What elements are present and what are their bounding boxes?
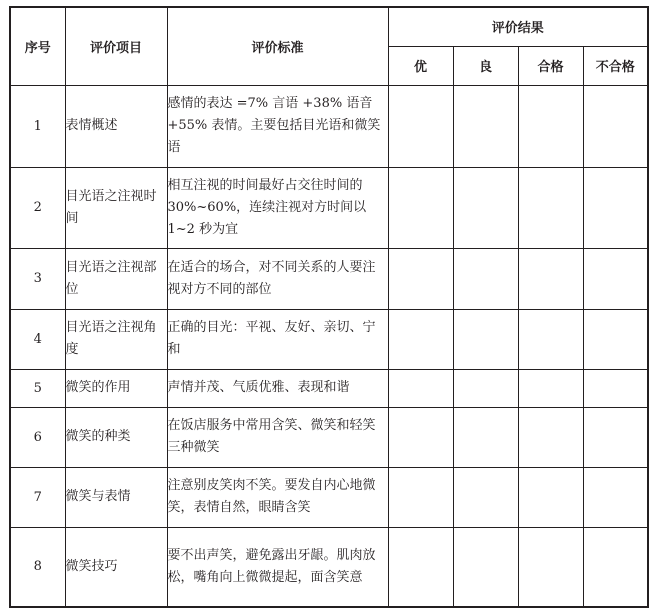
header-no: 序号 [10, 7, 65, 85]
header-standard: 评价标准 [167, 7, 388, 85]
result-cell-excellent[interactable] [388, 467, 453, 527]
result-cell-fail[interactable] [583, 407, 648, 467]
table-row [10, 85, 648, 167]
result-cell-excellent[interactable] [388, 85, 453, 167]
header-item: 评价项目 [65, 7, 167, 85]
result-cell-good[interactable] [453, 85, 518, 167]
row-no: 3 [10, 248, 65, 309]
result-cell-fail[interactable] [583, 527, 648, 607]
table-row [10, 369, 648, 407]
header-result: 评价结果 [388, 7, 648, 46]
row-standard: 要不出声笑，避免露出牙龈。肌肉放松，嘴角向上微微提起，面含笑意 [167, 527, 388, 607]
row-no: 7 [10, 467, 65, 527]
header-grade-pass: 合格 [518, 46, 583, 85]
result-cell-good[interactable] [453, 527, 518, 607]
row-standard: 正确的目光：平视、友好、亲切、宁和 [167, 309, 388, 369]
result-cell-fail[interactable] [583, 467, 648, 527]
result-cell-good[interactable] [453, 407, 518, 467]
result-cell-good[interactable] [453, 309, 518, 369]
result-cell-excellent[interactable] [388, 309, 453, 369]
header-grade-fail: 不合格 [583, 46, 648, 85]
row-no: 2 [10, 167, 65, 248]
result-cell-pass[interactable] [518, 527, 583, 607]
row-standard: 声情并茂、气质优雅、表现和谐 [167, 369, 388, 407]
table-row [10, 309, 648, 369]
result-cell-pass[interactable] [518, 248, 583, 309]
evaluation-table [9, 6, 649, 608]
result-cell-fail[interactable] [583, 167, 648, 248]
table-row [10, 527, 648, 607]
row-standard: 在饭店服务中常用含笑、微笑和轻笑三种微笑 [167, 407, 388, 467]
result-cell-fail[interactable] [583, 248, 648, 309]
result-cell-pass[interactable] [518, 407, 583, 467]
result-cell-good[interactable] [453, 369, 518, 407]
table-row [10, 167, 648, 248]
result-cell-excellent[interactable] [388, 248, 453, 309]
row-item: 微笑的作用 [65, 369, 167, 407]
result-cell-excellent[interactable] [388, 167, 453, 248]
row-no: 1 [10, 85, 65, 167]
result-cell-good[interactable] [453, 167, 518, 248]
result-cell-pass[interactable] [518, 467, 583, 527]
result-cell-pass[interactable] [518, 309, 583, 369]
row-no: 5 [10, 369, 65, 407]
row-item: 微笑的种类 [65, 407, 167, 467]
row-item: 目光语之注视角度 [65, 309, 167, 369]
table-row [10, 407, 648, 467]
result-cell-pass[interactable] [518, 167, 583, 248]
row-standard: 相互注视的时间最好占交往时间的 30%~60%，连续注视对方时间以 1~2 秒为宜 [167, 167, 388, 248]
result-cell-fail[interactable] [583, 85, 648, 167]
result-cell-pass[interactable] [518, 369, 583, 407]
header-row-top [10, 7, 648, 46]
row-item: 微笑技巧 [65, 527, 167, 607]
table-row [10, 248, 648, 309]
result-cell-good[interactable] [453, 467, 518, 527]
result-cell-excellent[interactable] [388, 527, 453, 607]
row-no: 4 [10, 309, 65, 369]
row-item: 微笑与表情 [65, 467, 167, 527]
result-cell-pass[interactable] [518, 85, 583, 167]
row-item: 目光语之注视部位 [65, 248, 167, 309]
row-standard: 在适合的场合，对不同关系的人要注视对方不同的部位 [167, 248, 388, 309]
row-item: 表情概述 [65, 85, 167, 167]
result-cell-excellent[interactable] [388, 407, 453, 467]
result-cell-good[interactable] [453, 248, 518, 309]
row-no: 6 [10, 407, 65, 467]
table-row [10, 467, 648, 527]
result-cell-fail[interactable] [583, 369, 648, 407]
result-cell-excellent[interactable] [388, 369, 453, 407]
header-grade-excellent: 优 [388, 46, 453, 85]
result-cell-fail[interactable] [583, 309, 648, 369]
header-grade-good: 良 [453, 46, 518, 85]
row-no: 8 [10, 527, 65, 607]
row-standard: 感情的表达 =7% 言语 +38% 语音 +55% 表情。主要包括目光语和微笑语 [167, 85, 388, 167]
row-standard: 注意别皮笑肉不笑。要发自内心地微笑，表情自然，眼睛含笑 [167, 467, 388, 527]
row-item: 目光语之注视时间 [65, 167, 167, 248]
